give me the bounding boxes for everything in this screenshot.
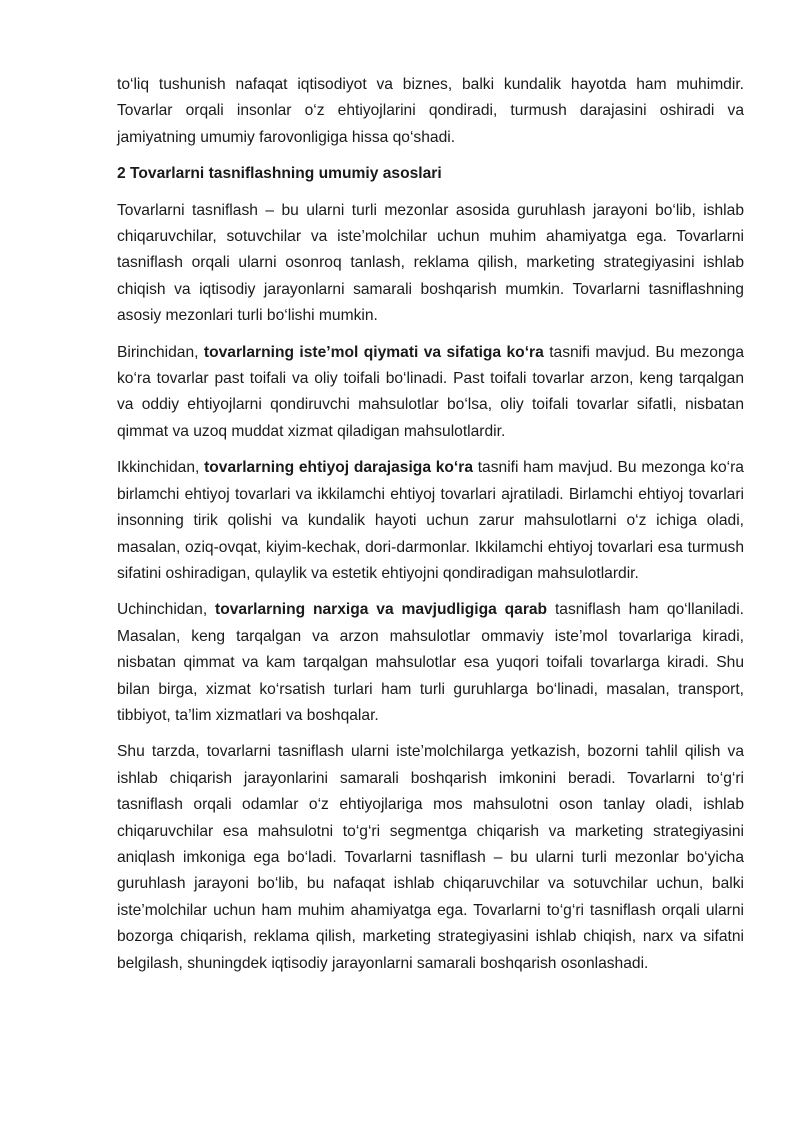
paragraph-rest: tasnifi mavjud. Bu mezonga ko‘ra tovarlar past toifali va oliy toifali bo‘linadi. Past toifali tovarlar arzon, keng tarqalgan va oddiy ehtiyojlarni qondiruvchi mahsulotlar bo‘lsa, oliy toifali tovarlar sifatli, nisbatan qimmat va uzoq muddat xizmat qiladigan mahsulotlardir. [117, 343, 744, 440]
page-body [117, 72, 744, 987]
paragraph-lead: Uchinchidan, [117, 601, 215, 619]
bold-criterion: tovarlarning ehtiyoj darajasiga ko‘ra [204, 459, 473, 477]
bold-criterion: tovarlarning iste’mol qiymati va sifatiga ko‘ra [203, 343, 544, 361]
paragraph-lead: Birinchidan, [117, 343, 204, 361]
bold-criterion: tovarlarning narxiga va mavjudligiga qarab [215, 601, 548, 619]
paragraph-intro-continuation: to‘liq tushunish nafaqat iqtisodiyot va biznes, balki kundalik hayotda ham muhimdir. Tovarlar orqali insonlar o‘z ehtiyojlarini qondiradi, turmush darajasini oshiradi va jamiyatning umumiy farovonligiga hissa qo‘shadi. [117, 76, 744, 146]
paragraph-lead: Ikkinchidan, [117, 459, 205, 477]
paragraph-rest: tasnifi ham mavjud. Bu mezonga ko‘ra birlamchi ehtiyoj tovarlari va ikkilamchi ehtiyoj tovarlari ajratiladi. Birlamchi ehtiyoj tovarlari insonning tirik qolishi va kundalik hayoti uchun zarur mahsulotlarni o‘z ichiga oladi, masalan, oziq-ovqat, kiyim-kechak, dori-darmonlar. Ikkilamchi ehtiyoj tovarlari esa turmush sifatini oshiradigan, qulaylik va estetik ehtiyojni qondiradigan mahsulotlardir. [117, 459, 744, 582]
paragraph-second-criterion [117, 455, 744, 587]
paragraph-conclusion: Shu tarzda, tovarlarni tasniflash ularni iste’molchilarga yetkazish, bozorni tahlil qilish va ishlab chiqarish jarayonlarini samarali boshqarish imkonini beradi. Tovarlarni to‘g‘ri tasniflash orqali odamlar o‘z ehtiyojlariga mos mahsulotni oson tanlay oladi, ishlab chiqaruvchilar esa mahsulotni to‘g‘ri segmentga chiqarish va marketing strategiyasini aniqlash imkoniga ega bo‘ladi. Tovarlarni tasniflash – bu ularni turli mezonlar bo‘yicha guruhlash jarayoni bo‘lib, bu nafaqat ishlab chiqaruvchilar va sotuvchilar uchun, balki iste’molchilar uchun ham muhim ahamiyatga ega. Tovarlarni to‘g‘ri tasniflash orqali ularni bozorga chiqarish, reklama qilish, marketing strategiyasini ishlab chiqish, narx va sifatni belgilash, shuningdek iqtisodiy jarayonlarni samarali boshqarish osonlashadi. [117, 743, 744, 972]
paragraph-third-criterion [117, 597, 744, 729]
section-heading: 2 Tovarlarni tasniflashning umumiy asoslari [117, 165, 442, 183]
paragraph-definition: Tovarlarni tasniflash – bu ularni turli mezonlar asosida guruhlash jarayoni bo‘lib, ishlab chiqaruvchilar, sotuvchilar va iste’molchilar uchun muhim ahamiyatga ega. Tovarlarni tasniflash orqali ularni osonroq tanlash, reklama qilish, marketing strategiyasini ishlab chiqish va iqtisodiy jarayonlarni samarali boshqarish mumkin. Tovarlarni tasniflashning asosiy mezonlari turli bo‘lishi mumkin. [117, 201, 744, 325]
paragraph-rest: tasniflash ham qo‘llaniladi. Masalan, keng tarqalgan va arzon mahsulotlar ommaviy iste’mol tovarlariga kiradi, nisbatan qimmat va kam tarqalgan mahsulotlar esa yuqori toifali tovarlarga kiradi. Shu bilan birga, xizmat ko‘rsatish turlari ham turli guruhlarga bo‘linadi, masalan, transport, tibbiyot, ta’lim xizmatlari va boshqalar. [117, 601, 744, 724]
paragraph-first-criterion [117, 340, 744, 446]
